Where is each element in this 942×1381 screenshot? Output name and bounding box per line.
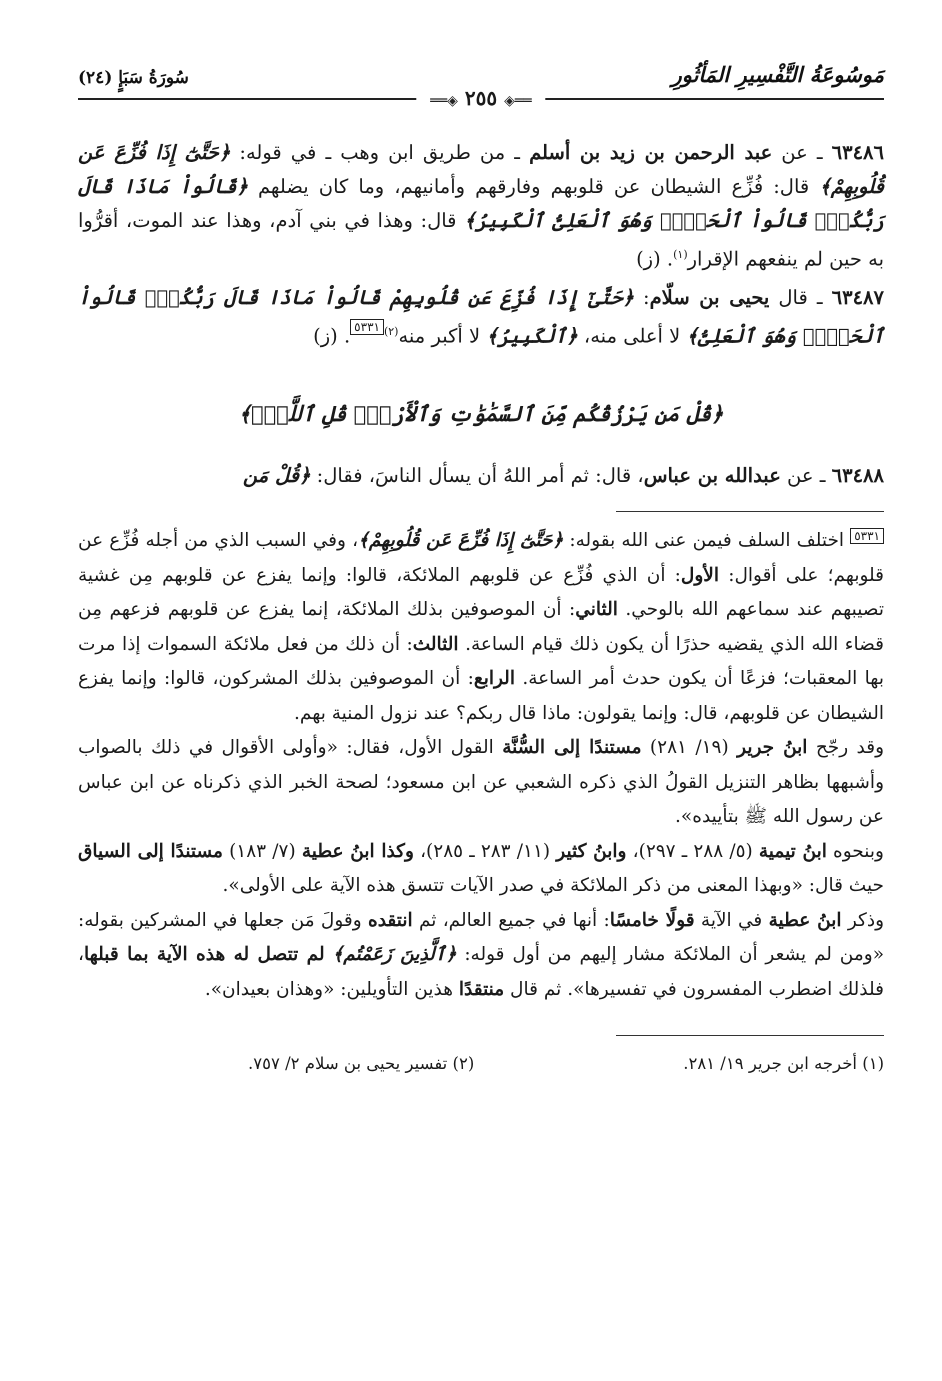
main-text — [78, 136, 884, 493]
emphasis: لم تتصل له هذه الآية بما قبلها — [83, 944, 325, 965]
notes-rule-wrap — [78, 497, 884, 524]
scholar-name: ابنُ عطية — [768, 909, 842, 931]
scholar-name: وكذا ابنُ عطية — [301, 840, 414, 862]
footnote-rule-wrap — [78, 1007, 884, 1036]
text: : أنها في جميع العالم، ثم — [412, 909, 610, 931]
quran-quote: ﴿قَالُواْ مَاذَا قَالَ رَبُّكُمْۖ قَالُواْ ٱلْحَقَّۖ وَهُوَ ٱلْعَلِىُّ ٱلْكَبِيرُ﴾ — [78, 175, 884, 232]
footnote-1: (١) أخرجه ابن جرير ١٩/ ٢٨١. — [683, 1054, 884, 1073]
text: : أن الموصوفين بذلك الملائكة، إنما يفزع عن قلوبهم فزعهم مِن قضاء الله الذي يقضيه حذرًا أن يكون ذلك قيام الساعة. — [78, 599, 884, 655]
quran-quote: ﴿حَتَّىٰٓ إِذَا فُزِّعَ عَن قُلُوبِهِمْ﴾ — [78, 141, 884, 198]
label-first: الأول — [680, 564, 719, 586]
commentary-ref-box[interactable]: ٥٣٣١ — [350, 319, 384, 335]
footnote-2: (٢) تفسير يحيى بن سلام ٢/ ٧٥٧. — [248, 1054, 475, 1073]
text: ، قال: ثم أمر اللهُ أن يسأل الناسَ، فقال: — [310, 464, 644, 487]
text: ـ عن — [780, 464, 832, 487]
entry-63487 — [78, 281, 884, 354]
text: وبنحوه — [826, 840, 884, 862]
text: ـ قال — [769, 285, 832, 309]
quran-quote: ﴿ٱلْكَبِيرُ﴾ — [486, 324, 578, 347]
book-title: مَوسُوعَةُ التَّفْسِيرِ المَأثُورِ — [671, 62, 884, 87]
text: وقد رجّح — [807, 737, 885, 758]
quran-quote: ﴿حَتَّىٰٓ إِذَا فُزِّعَ عَن قُلُوبِهِمْ﴾ — [358, 530, 564, 551]
emphasis: مستندًا إلى السُّنَّة — [502, 737, 642, 758]
page-number-block — [416, 86, 545, 110]
label-third: الثالث — [412, 633, 459, 655]
emphasis: منتقدًا — [458, 978, 505, 1000]
text: لا أكبر منه — [398, 324, 487, 347]
text: وقولَ مَن جعلها في المشركين بقوله: «ومن لم يشعر أن الملائكة مشار إليهم من أول قوله: — [78, 909, 885, 965]
text: (٧/ ١٨٣) — [222, 840, 302, 862]
notes-rule — [616, 511, 884, 512]
entry-63486 — [78, 136, 884, 277]
running-header — [78, 42, 884, 110]
footnote-rule — [616, 1035, 884, 1036]
entry-number: ٦٣٤٨٧ — [831, 285, 884, 309]
label-fourth: الرابع — [473, 668, 515, 689]
narrator-name: يحيى بن سلّام — [649, 285, 770, 309]
scholar-name: ابنُ جرير — [737, 737, 808, 758]
entry-number: ٦٣٤٨٦ — [831, 141, 885, 164]
ornament-icon: ══◈ — [504, 93, 532, 109]
text: ، فلذلك اضطرب المفسرون في تفسيرها». ثم قال — [78, 944, 884, 1000]
text: حيث قال: «وبهذا المعنى من ذكر الملائكة في صدر الآيات تتسق هذه الآية على الأولى». — [222, 875, 884, 896]
text: . (ز) — [313, 324, 351, 347]
text: (١٩/ ٢٨١) — [641, 737, 738, 758]
text: (٥/ ٢٨٨ ـ ٢٩٧)، — [626, 840, 759, 862]
text: : أن ذلك من فعل ملائكة السموات إذا مرت بها المعقبات؛ فزعًا أن يكون حدث أمر الساعة. — [78, 633, 884, 689]
note-paragraph — [78, 835, 884, 904]
note-paragraph — [78, 904, 884, 1008]
quran-quote: ﴿ٱلَّذِينَ زَعَمْتُم﴾ — [332, 944, 457, 965]
commentary-notes — [78, 524, 884, 1007]
emphasis: انتقده — [368, 909, 413, 931]
note-paragraph — [78, 731, 884, 835]
emphasis: قولًا خامسًا — [609, 909, 695, 931]
narrator-name: عبدالله بن عباس — [643, 464, 781, 487]
text: القول الأول، فقال: «وأولى الأقوال في ذلك بالصواب وأشبهها بظاهر التنزيل القولُ الذي ذكره الشعبي عن ابن مسعود؛ لصحة الخبر الذي ذكرناه عن ابن عباس عن رسول الله ﷺ بتأييده». — [78, 737, 884, 827]
entry-number: ٦٣٤٨٨ — [831, 464, 884, 487]
entry-63488 — [78, 459, 884, 493]
page-number: ٢٥٥ — [464, 86, 498, 110]
scholar-name: وابنُ كثير — [556, 840, 627, 862]
text: اختلف السلف فيمن عنى الله بقوله: — [563, 530, 851, 551]
book-page — [78, 42, 884, 1342]
ornament-icon: ◈══ — [430, 93, 458, 109]
text: ، وفي السبب الذي من أجله فُزِّع عن قلوبهم؛ على أقوال: — [78, 530, 884, 586]
text: هذين التأويلين: «وهذان بعيدان». — [204, 978, 459, 1000]
text: . (ز) — [636, 247, 674, 271]
text: قال: فُزِّع الشيطان عن قلوبهم وفارقهم وأمانيهم، وما كان يضلهم — [247, 175, 820, 198]
scholar-name: ابنُ تيمية — [758, 840, 827, 862]
quran-quote: ﴿حَتَّىٰٓ إِذَا فُزِّعَ عَن قُلُوبِهِمْ قَالُواْ مَاذَا قَالَ رَبُّكُمْۖ قَالُواْ ٱلْحَقَّۖ وَهُوَ ٱلْعَلِىُّ﴾ — [78, 285, 884, 347]
emphasis: مستندًا إلى السياق — [78, 840, 223, 862]
surah-title: سُورَةُ سَبَإٍ (٢٤) — [78, 68, 189, 88]
label-second: الثاني — [575, 599, 618, 620]
text: (١١/ ٢٨٣ ـ ٢٨٥)، — [413, 840, 557, 862]
quran-quote: ﴿قُلْ مَن — [242, 464, 311, 487]
text: قال: وهذا في بني آدم، وهذا عند الموت، أقرُّوا به حين لم ينفعهم الإقرار — [78, 209, 884, 271]
text: : — [633, 285, 650, 309]
text: لا أعلى منه، — [577, 324, 687, 347]
text: : أن الذي فُزِّع عن قلوبهم الملائكة، قالوا: وإنما يفزع عن قلوبهم مِن غشية تصيبهم عند سماعهم الله بالوحي. — [78, 564, 884, 620]
verse-heading: ﴿قُلْ مَن يَرْزُقُكُم مِّنَ ٱلسَّمَٰوَٰتِ وَٱلْأَرْضِۖ قُلِ ٱللَّهُۖ﴾ — [238, 401, 724, 426]
text: ـ عن — [772, 141, 832, 164]
text: في الآية — [694, 909, 769, 931]
text: وذكر — [841, 909, 885, 931]
commentary-ref-box: ٥٣٣١ — [850, 528, 884, 544]
text: : أن الموصوفين بذلك المشركون، قالوا: وإنما يفزع الشيطان عن قلوبهم، قال: وإنما يقولون: ماذا قال ربكم؟ عند نزول المنية بهم. — [78, 668, 884, 724]
footnote-ref[interactable]: (٢) — [383, 324, 399, 338]
narrator-name: عبد الرحمن بن زيد بن أسلم — [529, 141, 773, 164]
footnotes — [78, 1052, 884, 1076]
note-paragraph — [78, 524, 884, 731]
text: ـ من طريق ابن وهب ـ في قوله: — [230, 141, 530, 164]
footnote-ref[interactable]: (١) — [673, 248, 688, 261]
